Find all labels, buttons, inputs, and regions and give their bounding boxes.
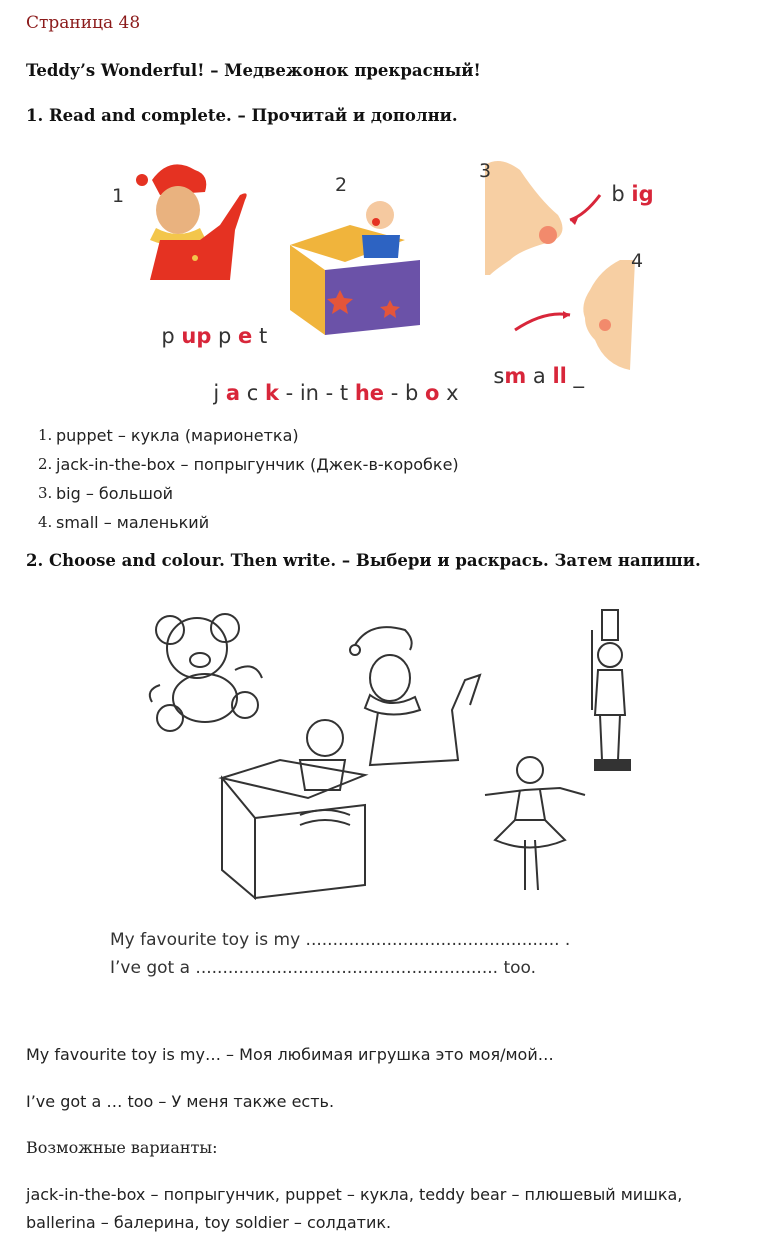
task1-illustration (100, 140, 680, 390)
picture-number-4: 4 (631, 250, 644, 272)
list-item (38, 479, 459, 508)
word-jack-in-the-box (200, 357, 459, 405)
task2-heading: 2. Choose and colour. Then write. – Выбери и раскрась. Затем напиши. (26, 551, 701, 570)
word-small (480, 340, 584, 388)
puppet-picture (136, 164, 247, 280)
teddy-bear-picture (150, 614, 262, 731)
jack-in-box-outline-picture (222, 720, 365, 898)
list-item (38, 421, 459, 450)
answer-line-2: I’ve got a … too – У меня также есть. (26, 1092, 335, 1111)
worksheet-line-2: I’ve got a ........................................................ too. (110, 958, 537, 978)
fill-in-answer: ig (631, 182, 654, 206)
answer-line-1: My favourite toy is my… – Моя любимая игрушка это моя/мой… (26, 1045, 554, 1064)
picture-number-1: 1 (112, 185, 125, 207)
picture-number-3: 3 (479, 160, 492, 182)
word-part: a (526, 364, 553, 388)
word-part: - b (384, 381, 425, 405)
fill-in-answer: m (504, 364, 527, 388)
picture-number-2: 2 (335, 174, 348, 196)
list-number: 2. (38, 455, 53, 473)
variants-line-2: ballerina – балерина, toy soldier – солдатик. (26, 1213, 392, 1232)
task2-drawing (140, 600, 660, 900)
word-part: p (161, 324, 182, 348)
list-text: big – большой (56, 484, 174, 503)
word-part: j (213, 381, 226, 405)
page-title: Teddy’s Wonderful! – Медвежонок прекрасный! (26, 61, 481, 80)
list-item (38, 450, 459, 479)
jack-in-box-picture (290, 201, 420, 335)
big-nose-picture (485, 161, 600, 275)
fill-in-answer: ll (552, 364, 567, 388)
task1-heading: 1. Read and complete. – Прочитай и дополни. (26, 106, 458, 125)
variants-line-1: jack-in-the-box – попрыгунчик, puppet – кукла, teddy bear – плюшевый мишка, (26, 1185, 683, 1204)
variants-label: Возможные варианты: (26, 1138, 218, 1157)
fill-in-answer: e (238, 324, 253, 348)
fill-in-answer: a (225, 381, 241, 405)
fill-in-answer: k (264, 381, 279, 405)
fill-in-answer: he (354, 381, 385, 405)
word-big (598, 158, 654, 206)
list-number: 3. (38, 484, 53, 502)
vocab-list (38, 421, 459, 537)
page-label: Страница 48 (26, 13, 141, 33)
list-text: small – маленький (56, 513, 210, 532)
word-part: s (493, 364, 505, 388)
word-part: _ (566, 364, 585, 388)
toy-soldier-picture (592, 610, 630, 770)
word-part: c (240, 381, 265, 405)
list-text: jack-in-the-box – попрыгунчик (Джек-в-коробке) (56, 455, 459, 474)
word-part: b (611, 182, 632, 206)
fill-in-answer: o (424, 381, 440, 405)
task2-illustration (140, 600, 660, 900)
word-part: p (211, 324, 239, 348)
word-puppet (148, 300, 267, 348)
list-number: 4. (38, 513, 53, 531)
list-number: 1. (38, 426, 53, 444)
list-text: puppet – кукла (марионетка) (56, 426, 299, 445)
word-part: x (439, 381, 459, 405)
task1-drawing (100, 140, 680, 390)
word-part: t (252, 324, 268, 348)
puppet-outline-picture (350, 627, 480, 765)
word-part: - in - t (278, 381, 355, 405)
ballerina-picture (485, 757, 585, 890)
worksheet-line-1: My favourite toy is my ............................................... . (110, 930, 571, 950)
fill-in-answer: up (181, 324, 212, 348)
list-item (38, 508, 459, 537)
